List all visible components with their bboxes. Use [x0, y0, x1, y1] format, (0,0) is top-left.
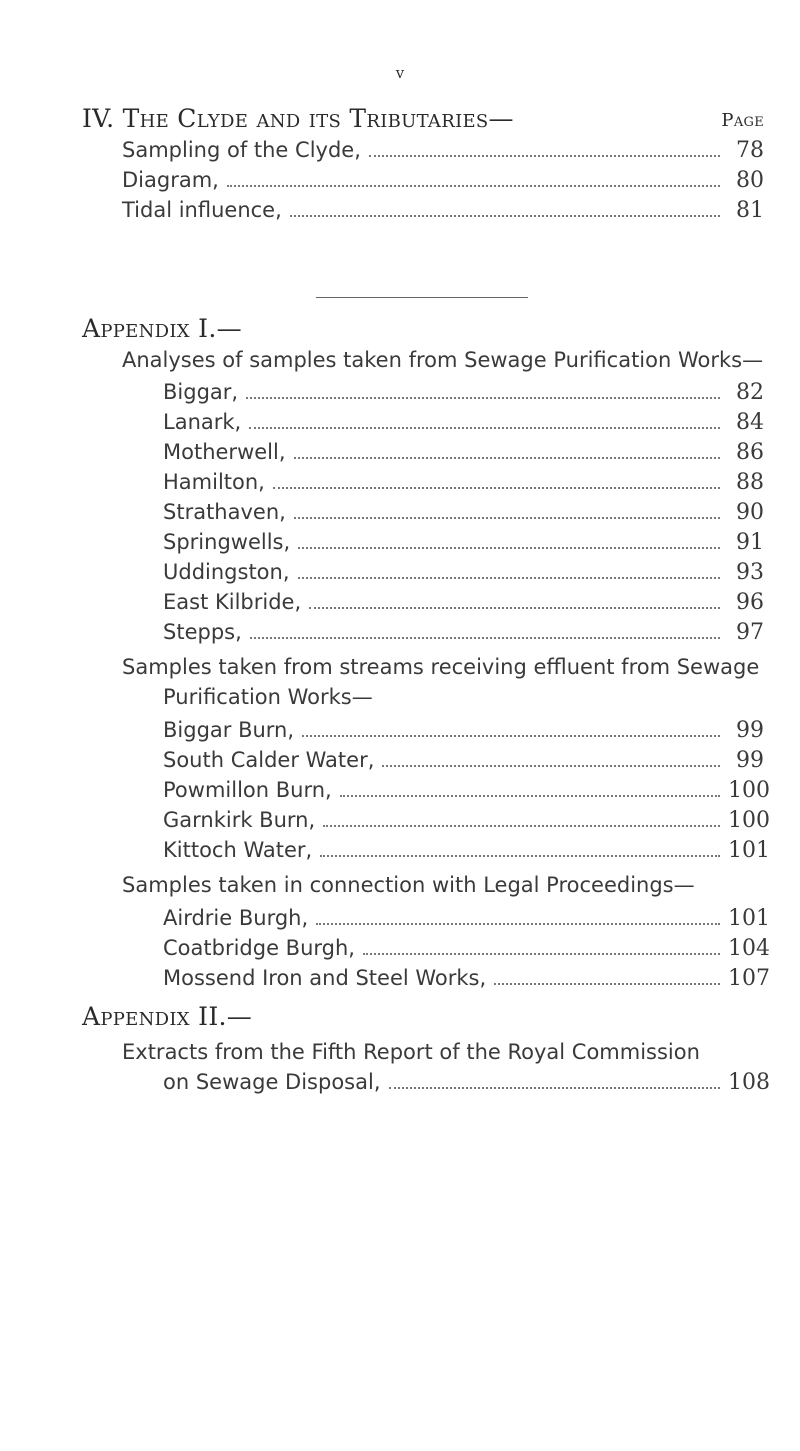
toc-entry-label: Airdrie Burgh,: [163, 906, 309, 930]
section-iv-title: IV. The Clyde and its Tributaries—: [82, 104, 514, 133]
toc-entry-label: on Sewage Disposal,: [163, 1070, 381, 1094]
dot-leader: [320, 840, 720, 857]
dot-leader: [294, 502, 720, 519]
toc-entry-page: 78: [736, 138, 764, 163]
appendix-ii-title: Appendix II.—: [82, 1002, 253, 1031]
toc-entry-label: Powmillon Burn,: [163, 778, 332, 802]
dot-leader: [363, 938, 720, 955]
group-heading: Samples taken from streams receiving effluent from Sewage: [122, 655, 760, 679]
dot-leader: [309, 592, 720, 609]
toc-entry-label: Springwells,: [163, 530, 291, 554]
toc-entry-label: Uddingston,: [163, 560, 290, 584]
toc-entry-page: 93: [736, 560, 764, 585]
group-heading: Analyses of samples taken from Sewage Purification Works—: [122, 348, 764, 372]
toc-entry-label: East Kilbride,: [163, 590, 302, 614]
toc-entry-label: Motherwell,: [163, 440, 286, 464]
dot-leader: [389, 1072, 721, 1089]
toc-entry-page: 88: [736, 470, 764, 495]
toc-entry[interactable]: [163, 1070, 770, 1100]
toc-entry-page: 99: [736, 718, 764, 743]
toc-entry-page: 81: [736, 198, 764, 223]
dot-leader: [294, 442, 720, 459]
toc-entry-page: 91: [736, 530, 764, 555]
toc-entry-label: Strathaven,: [163, 500, 286, 524]
toc-entry-page: 96: [736, 590, 764, 615]
toc-entry[interactable]: [163, 530, 764, 560]
toc-entry[interactable]: [163, 620, 764, 650]
toc-entry-label: Sampling of the Clyde,: [122, 138, 361, 162]
toc-entry-page: 101: [728, 906, 770, 931]
toc-entry[interactable]: [163, 470, 764, 500]
toc-entry[interactable]: [122, 168, 764, 198]
dot-leader: [494, 968, 720, 985]
toc-entry-label: Biggar Burn,: [163, 718, 295, 742]
toc-entry-page: 108: [728, 1070, 770, 1095]
toc-entry-page: 84: [736, 410, 764, 435]
toc-entry[interactable]: [122, 138, 764, 168]
toc-entry-label: Biggar,: [163, 380, 239, 404]
dot-leader: [298, 562, 720, 579]
group-heading-continued: Purification Works—: [163, 685, 373, 709]
dot-leader: [369, 140, 720, 157]
toc-entry-page: 86: [736, 440, 764, 465]
toc-entry[interactable]: [163, 560, 764, 590]
toc-entry-label: South Calder Water,: [163, 748, 375, 772]
toc-entry[interactable]: [163, 808, 770, 838]
toc-entry-label: Hamilton,: [163, 470, 265, 494]
toc-entry-label: Diagram,: [122, 168, 219, 192]
page-column-header: Page: [721, 110, 764, 131]
dot-leader: [290, 200, 720, 217]
toc-entry[interactable]: [163, 410, 764, 440]
toc-entry[interactable]: [163, 718, 764, 748]
dot-leader: [316, 908, 720, 925]
dot-leader: [382, 750, 720, 767]
toc-entry[interactable]: [163, 590, 764, 620]
toc-entry-label: Tidal influence,: [122, 198, 282, 222]
toc-entry[interactable]: [163, 966, 770, 996]
toc-entry-label: Mossend Iron and Steel Works,: [163, 966, 487, 990]
toc-entry[interactable]: [163, 380, 764, 410]
toc-entry-page: 107: [728, 966, 770, 991]
dot-leader: [227, 170, 720, 187]
dot-leader: [323, 810, 720, 827]
dot-leader: [246, 382, 720, 399]
dot-leader: [340, 780, 720, 797]
toc-entry-page: 82: [736, 380, 764, 405]
group-heading: Extracts from the Fifth Report of the Royal Commission: [122, 1040, 700, 1064]
dot-leader: [298, 532, 720, 549]
toc-entry-label: Garnkirk Burn,: [163, 808, 316, 832]
toc-entry-page: 100: [728, 778, 770, 803]
toc-entry[interactable]: [163, 748, 764, 778]
toc-entry[interactable]: [163, 936, 770, 966]
toc-entry-page: 100: [728, 808, 770, 833]
toc-entry-label: Stepps,: [163, 620, 242, 644]
toc-entry[interactable]: [163, 440, 764, 470]
toc-entry-page: 90: [736, 500, 764, 525]
section-divider: [316, 297, 528, 298]
toc-entry-page: 99: [736, 748, 764, 773]
group-heading: Samples taken in connection with Legal Proceedings—: [122, 873, 695, 897]
toc-entry-page: 104: [728, 936, 770, 961]
toc-entry-page: 97: [736, 620, 764, 645]
toc-entry[interactable]: [163, 778, 770, 808]
toc-entry[interactable]: [163, 838, 770, 868]
toc-entry-label: Coatbridge Burgh,: [163, 936, 355, 960]
toc-entry-page: 80: [736, 168, 764, 193]
dot-leader: [273, 472, 720, 489]
toc-entry[interactable]: [163, 906, 770, 936]
toc-entry-label: Lanark,: [163, 410, 242, 434]
dot-leader: [249, 412, 720, 429]
dot-leader: [302, 720, 720, 737]
page-number: v: [395, 64, 405, 82]
appendix-i-title: Appendix I.—: [82, 314, 242, 343]
toc-entry-page: 101: [728, 838, 770, 863]
toc-entry[interactable]: [122, 198, 764, 228]
toc-entry-label: Kittoch Water,: [163, 838, 313, 862]
dot-leader: [250, 622, 720, 639]
toc-entry[interactable]: [163, 500, 764, 530]
